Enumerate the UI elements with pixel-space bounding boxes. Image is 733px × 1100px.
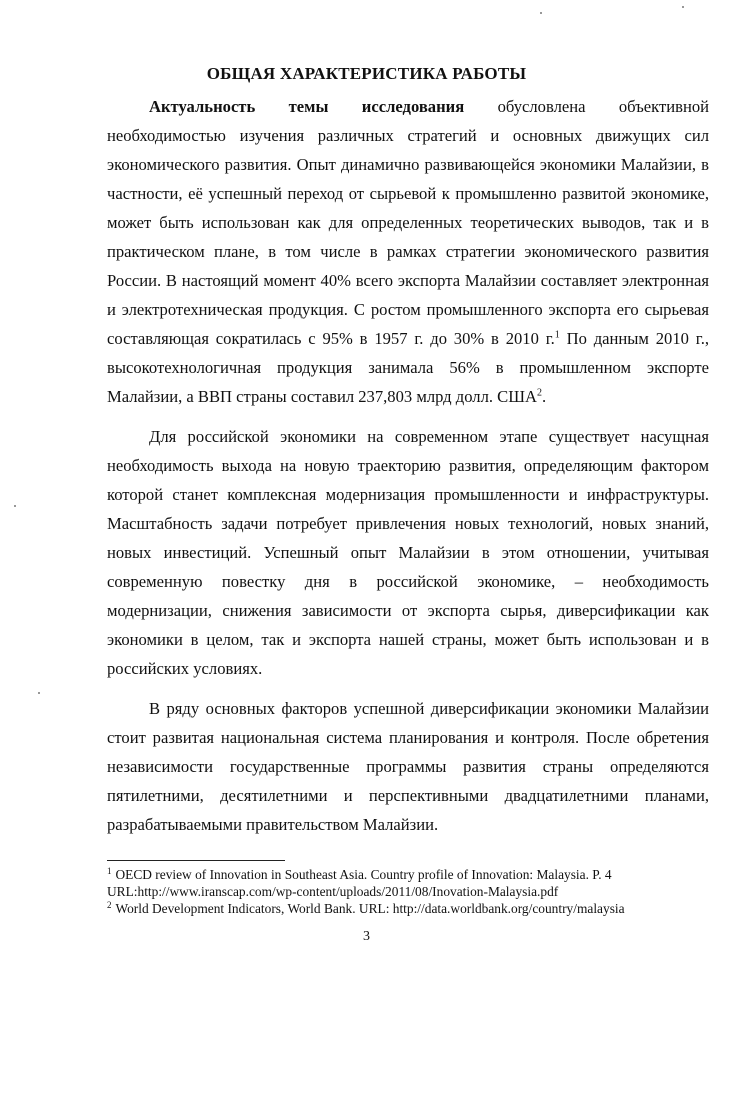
scan-speck — [14, 505, 16, 507]
footnote-text: World Development Indicators, World Bank. URL: http://data.worldbank.org/country/malaysia — [115, 901, 625, 916]
page-number: 3 — [363, 929, 370, 944]
scan-speck — [540, 12, 542, 14]
body-text — [107, 92, 709, 850]
footnote-ref-1: 1 — [554, 329, 560, 341]
footnote-2 — [107, 900, 717, 917]
scan-speck — [38, 692, 40, 694]
paragraph-text: . — [541, 387, 547, 406]
paragraph-text: обусловлена объективной необходимостью изучения различных стратегий и основных движущих сил экономического развития. Опыт динамично развивающейся экономики Малайзии, в частности, её успешный переход от сырьевой к промышленно развитой экономике, может быть использован как для определенных теоретических выводов, так и в практическом плане, в том числе в рамках стратегии экономического развития России. В настоящий момент 40% всего экспорта Малайзии составляет электронная и электротехническая продукция. С ростом промышленного экспорта его сырьевая составляющая сократилась с 95% в 1957 г. до 30% в 2010 г. — [107, 97, 710, 348]
footnote-number: 1 — [107, 865, 112, 876]
relevance-lead: Актуальность темы исследования — [149, 97, 465, 116]
paragraph-text: По данным 2010 г., высокотехнологичная продукция занимала 56% в промышленном экспорте Малайзии, а ВВП страны составил 237,803 млрд долл. США — [107, 329, 709, 406]
paragraph-russian-economy: Для российской экономики на современном этапе существует насущная необходимость выхода на новую траекторию развития, определяющим фактором которой станет комплексная модернизация промышленности и инфраструктуры. Масштабность задачи потребует привлечения новых технологий, новых знаний, новых инвестиций. Успешный опыт Малайзии в этом отношении, учитывая современную повестку дня в российской экономике, – необходимость модернизации, снижения зависимости от экспорта сырья, диверсификации как экономики в целом, так и экспорта нашей страны, может быть использован и в российских условиях. — [107, 427, 709, 678]
footnote-ref-2: 2 — [536, 387, 542, 399]
paragraph-relevance — [107, 92, 709, 411]
footnotes — [107, 866, 717, 917]
footnote-text: OECD review of Innovation in Southeast Asia. Country profile of Innovation: Malaysia. P. 4 — [115, 867, 612, 882]
footnote-divider — [107, 860, 285, 861]
footnote-number: 2 — [107, 899, 112, 910]
paragraph-diversification: В ряду основных факторов успешной диверсификации экономики Малайзии стоит развитая национальная система планирования и контроля. После обретения независимости государственные программы развития страны определяются пятилетними, десятилетними и перспективными двадцатилетними планами, разрабатываемыми правительством Малайзии. — [107, 699, 709, 834]
section-heading: ОБЩАЯ ХАРАКТЕРИСТИКА РАБОТЫ — [206, 64, 527, 83]
footnote-url: URL:http://www.iranscap.com/wp-content/uploads/2011/08/Inovation-Malaysia.pdf — [107, 884, 559, 899]
footnote-1 — [107, 866, 717, 900]
scan-speck — [682, 6, 684, 8]
